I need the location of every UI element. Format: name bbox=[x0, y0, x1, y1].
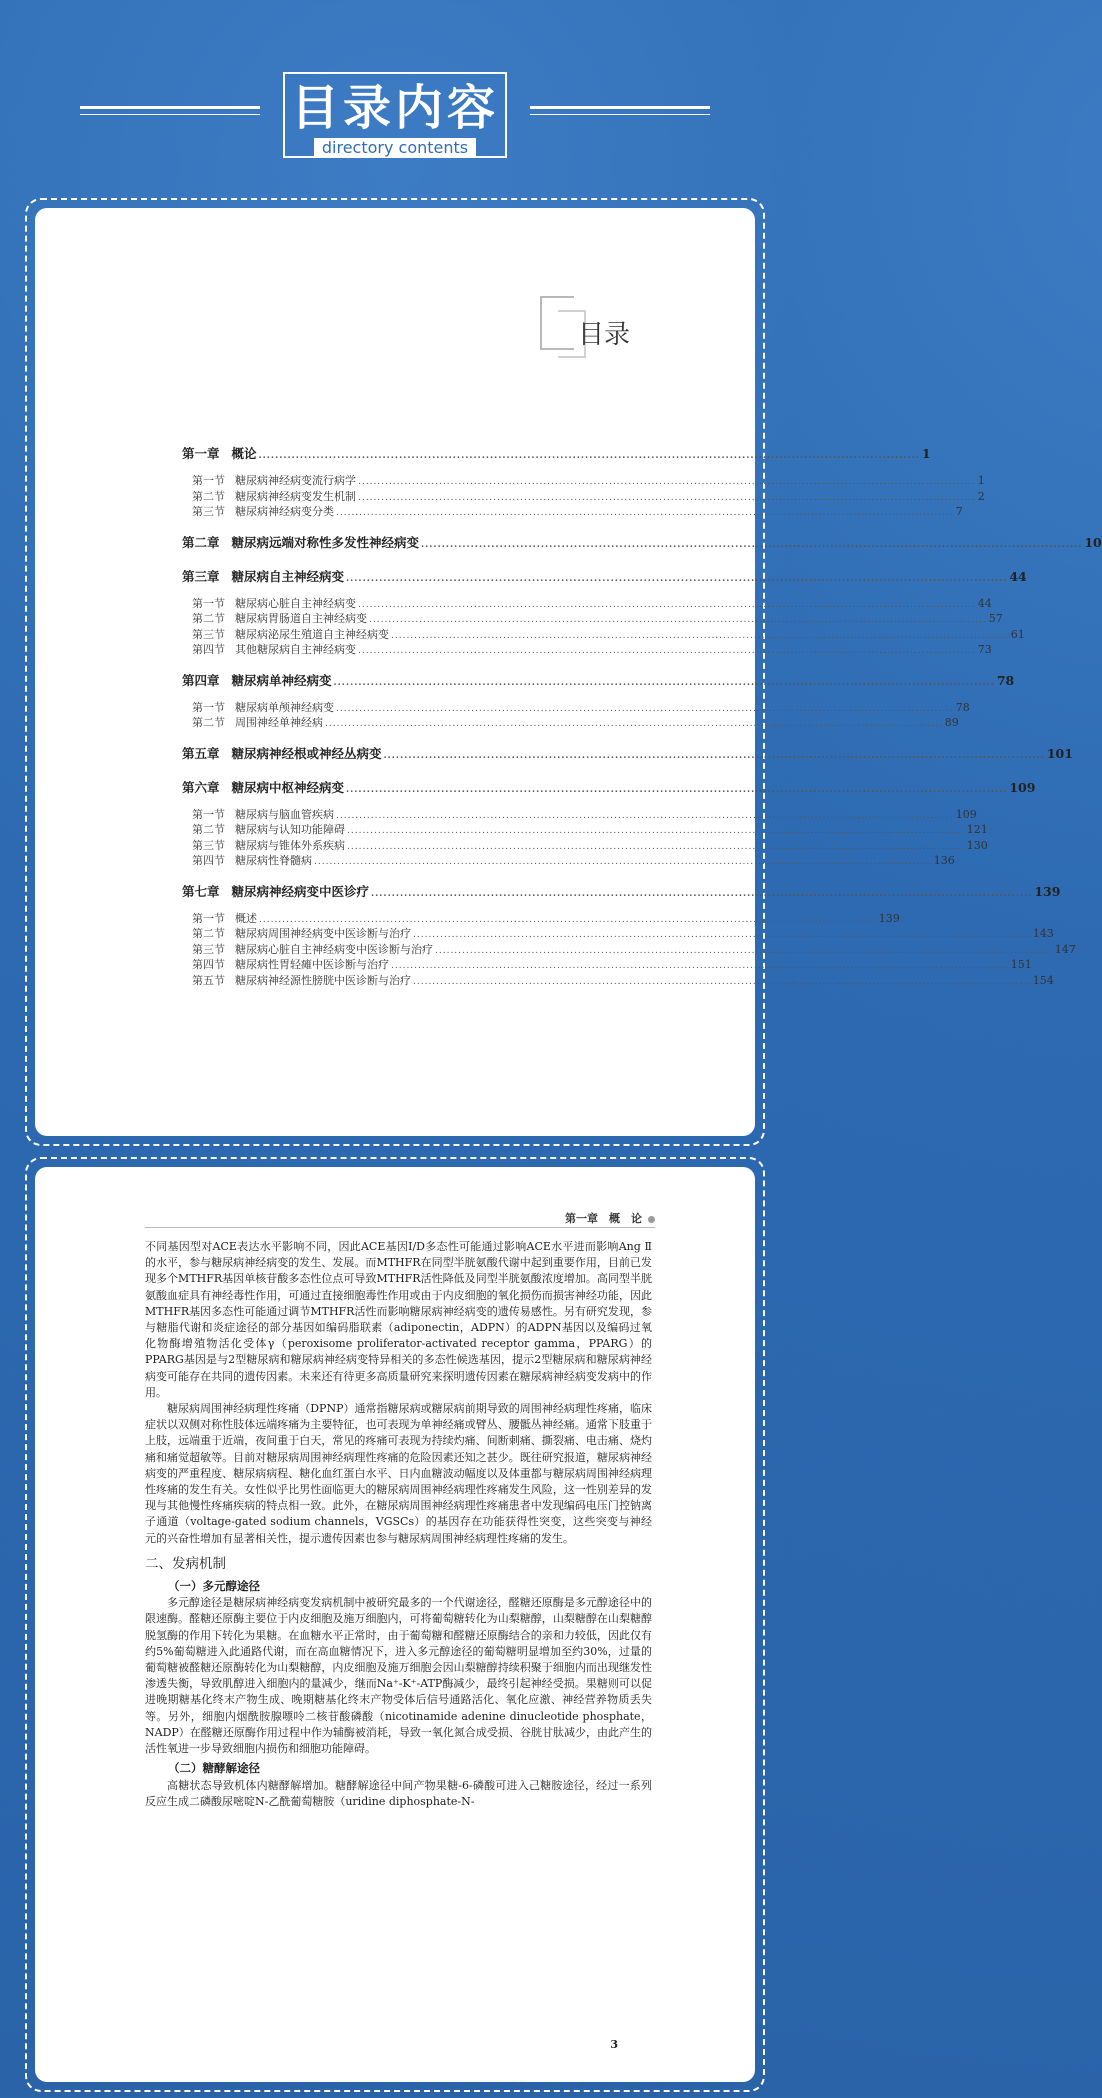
toc-entry-number: 第四章 bbox=[182, 672, 220, 688]
toc-entry-number: 第三节 bbox=[192, 505, 225, 518]
toc-entry-number: 第五节 bbox=[192, 973, 225, 987]
text-page bbox=[35, 1167, 755, 2082]
toc-entry-title: 糖尿病心脏自主神经病变 bbox=[235, 596, 356, 610]
toc-entry-title: 糖尿病单神经病变 bbox=[231, 672, 332, 688]
toc-leader-dots: ................................................................................................................................................................ bbox=[358, 599, 976, 610]
toc-entry-number: 第二节 bbox=[192, 823, 225, 836]
toc-entry-title: 概述 bbox=[235, 911, 257, 925]
toc-page bbox=[35, 208, 1102, 1136]
banner-rule-left bbox=[80, 106, 260, 109]
page-number: 3 bbox=[610, 2038, 618, 2051]
toc-entry-number: 第一节 bbox=[192, 474, 225, 487]
toc-entry-page: 61 bbox=[1010, 627, 1025, 641]
toc-section-entry bbox=[182, 472, 985, 488]
toc-leader-dots: ................................................................................................................................................................ bbox=[421, 539, 1083, 550]
toc-chapter-entry bbox=[182, 744, 1073, 764]
toc-section-entry bbox=[182, 699, 970, 715]
toc-chapter-entry bbox=[182, 444, 931, 464]
banner-title: 目录内容 bbox=[290, 80, 499, 136]
toc-section-entry bbox=[182, 837, 988, 853]
running-head bbox=[565, 1210, 655, 1226]
toc-entry-number: 第七章 bbox=[182, 883, 220, 899]
toc-leader-dots: ................................................................................................................................................................ bbox=[259, 914, 877, 925]
body-paragraph: 高糖状态导致机体内糖酵解增加。糖酵解途径中间产物果糖-6-磷酸可进入己糖胺途径，经过一系列反应生成二磷酸尿嘧啶N-乙酰葡萄糖胺（uridine diphosphate-N- bbox=[145, 1778, 652, 1808]
body-paragraph: 多元醇途径是糖尿病神经病变发病机制中被研究最多的一个代谢途径，醛糖还原酶是多元醇途径中的限速酶。醛糖还原酶主要位于内皮细胞及施万细胞内，可将葡萄糖转化为山梨糖醇，山梨糖醇在山梨糖醇脱氢酶的作用下转化为果糖。在血糖水平正常时，由于葡萄糖和醛糖还原酶结合的亲和力较低，因此仅有约5%葡萄糖进入此通路代谢，而在高血糖情况下，进入多元醇途径的葡萄糖明显增加至约30%，过量的葡萄糖被醛糖还原酶转化为山梨糖醇，内皮细胞及施万细胞会因山梨糖醇持续积聚于细胞内而出现继发性渗透失衡，导致肌醇进入细胞内的量减少，继而Na⁺-K⁺-ATP酶减少，最终引起神经受损。果糖则可以促进晚期糖基化终末产物生成、晚期糖基化终末产物受体后信号通路活化、氧化应激、神经营养物质丢失等。另外，细胞内烟酰胺腺嘌呤二核苷酸磷酸（nicotinamide adenine dinucleotide phosphate，NADP）在醛糖还原酶作用过程中作为辅酶被消耗，导致一氧化氮合成受损、谷胱甘肽减少，由此产生的活性氧进一步导致细胞内损伤和细胞功能障碍。 bbox=[145, 1596, 652, 1756]
toc-entry-page: 78 bbox=[955, 700, 970, 714]
banner-rule-right-thin bbox=[530, 114, 710, 115]
body-paragraph: 不同基因型对ACE表达水平影响不同，因此ACE基因I/D多态性可能通过影响ACE水平进而影响Ang Ⅱ的水平，参与糖尿病神经病变的发生、发展。而MTHFR在同型半胱氨酸代谢中起到重要作用，目前已发现多个MTHFR基因单核苷酸多态性位点可导致MTHFR活性降低及同型半胱氨酸浓度增加。高同型半胱氨酸血症具有神经毒性作用，可通过直接细胞毒性作用或由于内皮细胞的氧化损伤而损害神经功能，因此MTHFR基因多态性可能通过调节MTHFR活性而影响糖尿病神经病变的遗传易感性。另有研究发现，参与糖脂代谢和炎症途径的部分基因如编码脂联素（adiponectin，ADPN）的ADPN基因以及编码过氧化物酶增殖物活化受体γ（peroxisome proliferator-activated receptor gamma，PPARG）的PPARG基因是与2型糖尿病和糖尿病神经病变特异相关的多态性候选基因，提示2型糖尿病和糖尿病神经病变可能存在共同的遗传因素。未来还有待更多高质量研究来探明遗传因素在糖尿病神经病变发病中的作用。 bbox=[145, 1240, 652, 1399]
toc-leader-dots: ................................................................................................................................................................ bbox=[413, 976, 1031, 987]
toc-entry-page: 1 bbox=[977, 474, 985, 487]
banner-subtitle: directory contents bbox=[314, 138, 476, 158]
toc-entry-number: 第一节 bbox=[192, 596, 225, 610]
toc-entry-number: 第三章 bbox=[182, 568, 220, 584]
toc-section-entry bbox=[182, 821, 988, 837]
toc-entry-page: 2 bbox=[977, 489, 985, 503]
toc-entry-page: 147 bbox=[1054, 942, 1076, 956]
toc-entry-title: 糖尿病神经病变中医诊疗 bbox=[231, 883, 370, 899]
toc-leader-dots: ................................................................................................................................................................ bbox=[336, 508, 954, 518]
toc-entry-page: 151 bbox=[1010, 958, 1032, 971]
toc-section-entry bbox=[182, 910, 900, 926]
toc-leader-dots: ................................................................................................................................................................ bbox=[258, 451, 920, 461]
toc-entry-title: 糖尿病泌尿生殖道自主神经病变 bbox=[235, 627, 389, 641]
toc-entry-number: 第三节 bbox=[192, 627, 225, 641]
toc-entry-number: 第三节 bbox=[192, 838, 225, 852]
toc-leader-dots: ................................................................................................................................................................ bbox=[391, 961, 1009, 971]
toc-section-entry bbox=[182, 714, 959, 730]
toc-chapter-entry bbox=[182, 671, 1015, 691]
toc-leader-dots: ................................................................................................................................................................ bbox=[358, 477, 976, 487]
toc-entry-title: 糖尿病单颅神经病变 bbox=[235, 700, 334, 714]
toc-entry-title: 糖尿病与认知功能障碍 bbox=[235, 823, 345, 836]
toc-entry-title: 糖尿病周围神经病变中医诊断与治疗 bbox=[235, 927, 411, 940]
toc-entry-number: 第一节 bbox=[192, 911, 225, 925]
toc-entry-title: 糖尿病心脏自主神经病变中医诊断与治疗 bbox=[235, 942, 433, 956]
toc-entry-page: 136 bbox=[933, 854, 955, 867]
bullet-icon bbox=[648, 1216, 655, 1223]
toc-leader-dots: ................................................................................................................................................................ bbox=[358, 646, 976, 656]
toc-entry-page: 73 bbox=[977, 643, 992, 656]
toc-entry-page: 139 bbox=[878, 911, 900, 925]
toc-leader-dots: ................................................................................................................................................................ bbox=[347, 841, 965, 852]
toc-entry-title: 糖尿病与锥体外系疾病 bbox=[235, 838, 345, 852]
toc-entry-number: 第一章 bbox=[182, 446, 220, 461]
toc-entry-title: 糖尿病性脊髓病 bbox=[235, 854, 312, 867]
text-card-frame bbox=[25, 1157, 765, 2092]
header-banner bbox=[0, 0, 790, 175]
toc-section-entry bbox=[182, 972, 1054, 988]
toc-entry-title: 糖尿病胃肠道自主神经病变 bbox=[235, 612, 367, 625]
toc-entry-page: 44 bbox=[1009, 568, 1027, 584]
toc-entry-title: 糖尿病中枢神经病变 bbox=[231, 779, 345, 795]
section-heading: 二、发病机制 bbox=[145, 1555, 226, 1572]
toc-entry-page: 44 bbox=[977, 596, 992, 610]
toc-section-entry bbox=[182, 641, 992, 657]
body-paragraph: 糖尿病周围神经病理性疼痛（DPNP）通常指糖尿病或糖尿病前期导致的周围神经病理性疼痛，临床症状以双侧对称性肢体远端疼痛为主要特征，也可表现为单神经痛或臂丛、腰骶丛神经痛。通常下肢重于上肢，远端重于近端，夜间重于白天，常见的疼痛可表现为持续灼痛、间断刺痛、撕裂痛、电击痛、烧灼痛和痛觉超敏等。目前对糖尿病周围神经病理性疼痛的危险因素还知之甚少。既往研究报道，糖尿病神经病变的严重程度、糖尿病病程、糖化血红蛋白水平、日内血糖波动幅度以及体重都与糖尿病周围神经病理性疼痛的发生有关。女性似乎比男性面临更大的糖尿病周围神经病理性疼痛发生风险，这一性别差异的发现与其他慢性疼痛疾病的特点相一致。此外，在糖尿病周围神经病理性疼痛患者中发现编码电压门控钠离子通道（voltage-gated sodium channels，VGSCs）的基因存在功能获得性突变，这些突变与神经元的兴奋性增加有显著相关性，提示遗传因素也参与糖尿病周围神经病理性疼痛的发生。 bbox=[145, 1402, 652, 1545]
toc-entry-title: 糖尿病远端对称性多发性神经病变 bbox=[231, 534, 420, 550]
toc-section-entry bbox=[182, 595, 992, 611]
body-text bbox=[145, 1239, 652, 1810]
toc-entry-number: 第五章 bbox=[182, 745, 220, 761]
toc-list bbox=[182, 444, 1102, 987]
banner-rule-right bbox=[530, 106, 710, 109]
toc-entry-page: 57 bbox=[988, 612, 1003, 625]
toc-entry-number: 第四节 bbox=[192, 854, 225, 867]
toc-entry-title: 糖尿病与脑血管疾病 bbox=[235, 807, 334, 821]
subsection-heading: （二）糖酵解途径 bbox=[168, 1761, 260, 1776]
toc-entry-page: 109 bbox=[955, 807, 977, 821]
toc-entry-number: 第四节 bbox=[192, 643, 225, 656]
toc-entry-page: 101 bbox=[1046, 745, 1073, 761]
toc-chapter-entry bbox=[182, 567, 1027, 587]
toc-entry-number: 第二节 bbox=[192, 612, 225, 625]
toc-section-entry bbox=[182, 852, 955, 868]
toc-entry-title: 糖尿病神经病变分类 bbox=[235, 505, 334, 518]
toc-entry-page: 7 bbox=[955, 505, 963, 518]
banner-rule-left-thin bbox=[80, 114, 260, 115]
toc-leader-dots: ................................................................................................................................................................ bbox=[336, 810, 954, 821]
toc-entry-number: 第二节 bbox=[192, 489, 225, 503]
toc-chapter-entry bbox=[182, 533, 1102, 553]
toc-leader-dots: ................................................................................................................................................................ bbox=[333, 677, 995, 688]
toc-entry-page: 154 bbox=[1032, 973, 1054, 987]
toc-leader-dots: ................................................................................................................................................................ bbox=[346, 573, 1008, 584]
toc-leader-dots: ................................................................................................................................................................ bbox=[369, 615, 987, 625]
toc-leader-dots: ................................................................................................................................................................ bbox=[336, 703, 954, 714]
toc-section-entry bbox=[182, 925, 1054, 941]
toc-section-entry bbox=[182, 806, 977, 822]
toc-leader-dots: ................................................................................................................................................................ bbox=[347, 826, 965, 836]
toc-chapter-entry bbox=[182, 882, 1061, 902]
toc-entry-page: 78 bbox=[996, 672, 1015, 688]
toc-section-entry bbox=[182, 626, 1025, 642]
toc-section-entry bbox=[182, 610, 1003, 626]
toc-leader-dots: ................................................................................................................................................................ bbox=[383, 750, 1045, 761]
toc-entry-title: 糖尿病性胃轻瘫中医诊断与治疗 bbox=[235, 958, 389, 971]
running-head-rule bbox=[145, 1227, 655, 1228]
toc-leader-dots: ................................................................................................................................................................ bbox=[435, 945, 1053, 956]
toc-entry-page: 89 bbox=[944, 716, 959, 729]
toc-entry-number: 第二节 bbox=[192, 927, 225, 940]
toc-section-entry bbox=[182, 941, 1076, 957]
toc-entry-page: 139 bbox=[1034, 883, 1061, 899]
subsection-heading: （一）多元醇途径 bbox=[168, 1579, 260, 1594]
toc-entry-title: 糖尿病神经根或神经丛病变 bbox=[231, 745, 382, 761]
toc-leader-dots: ................................................................................................................................................................ bbox=[371, 888, 1033, 899]
toc-card-frame bbox=[25, 198, 1102, 1146]
banner-title-box bbox=[283, 72, 507, 158]
toc-leader-dots: ................................................................................................................................................................ bbox=[358, 492, 976, 503]
toc-leader-dots: ................................................................................................................................................................ bbox=[391, 630, 1009, 641]
toc-entry-page: 130 bbox=[966, 838, 988, 852]
toc-entry-number: 第一节 bbox=[192, 807, 225, 821]
toc-leader-dots: ................................................................................................................................................................ bbox=[413, 930, 1031, 940]
toc-leader-dots: ................................................................................................................................................................ bbox=[314, 857, 932, 867]
toc-leader-dots: ................................................................................................................................................................ bbox=[346, 784, 1008, 795]
toc-entry-page: 1 bbox=[921, 446, 931, 461]
toc-entry-title: 糖尿病神经病变发生机制 bbox=[235, 489, 356, 503]
toc-entry-title: 概论 bbox=[231, 446, 257, 461]
running-head-text: 第一章 概 论 bbox=[565, 1212, 642, 1225]
toc-section-entry bbox=[182, 956, 1032, 972]
toc-entry-number: 第一节 bbox=[192, 700, 225, 714]
toc-entry-title: 糖尿病自主神经病变 bbox=[231, 568, 345, 584]
toc-section-entry bbox=[182, 503, 963, 519]
toc-entry-title: 周围神经单神经病 bbox=[235, 716, 323, 729]
toc-entry-title: 糖尿病神经源性膀胱中医诊断与治疗 bbox=[235, 973, 411, 987]
toc-entry-number: 第四节 bbox=[192, 958, 225, 971]
toc-entry-number: 第三节 bbox=[192, 942, 225, 956]
toc-entry-number: 第二节 bbox=[192, 716, 225, 729]
toc-entry-page: 10 bbox=[1084, 534, 1102, 550]
toc-heading-text: 目录 bbox=[578, 320, 631, 350]
toc-entry-number: 第二章 bbox=[182, 534, 220, 550]
toc-entry-page: 121 bbox=[966, 823, 988, 836]
toc-leader-dots: ................................................................................................................................................................ bbox=[325, 719, 943, 729]
toc-entry-page: 143 bbox=[1032, 927, 1054, 940]
toc-entry-number: 第六章 bbox=[182, 779, 220, 795]
toc-heading bbox=[540, 296, 640, 366]
toc-entry-page: 109 bbox=[1009, 779, 1036, 795]
toc-entry-title: 糖尿病神经病变流行病学 bbox=[235, 474, 356, 487]
toc-entry-title: 其他糖尿病自主神经病变 bbox=[235, 643, 356, 656]
toc-section-entry bbox=[182, 488, 985, 504]
toc-chapter-entry bbox=[182, 778, 1036, 798]
